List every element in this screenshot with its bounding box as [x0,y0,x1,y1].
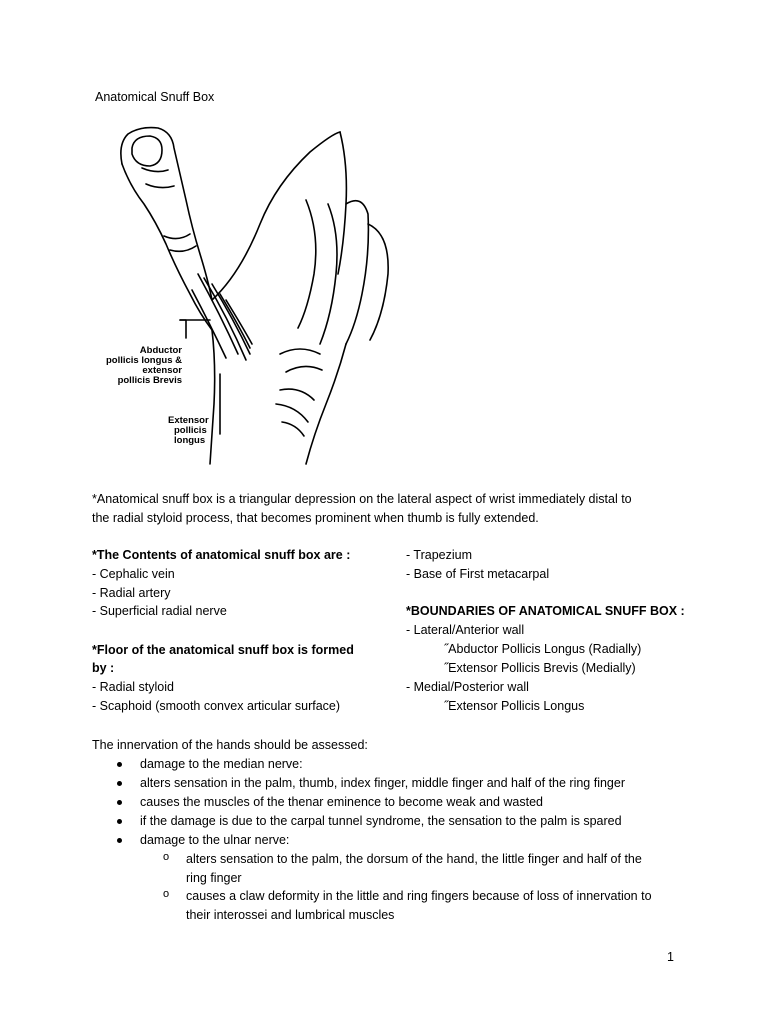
figure-label-line: pollicis longus & [105,355,182,366]
figure-label-extensor-longus [168,416,209,446]
contents-item: - Superficial radial nerve [92,604,227,618]
sub-bullet-item-cont: their interossei and lumbrical muscles [186,908,395,922]
lateral-wall: - Lateral/Anterior wall [406,623,525,637]
bullet-item: if the damage is due to the carpal tunnel syndrome, the sensation to the palm is spared [140,814,622,828]
figure-label-line: longus [174,435,206,446]
contents-item-right: - Trapezium [406,548,472,562]
bullet-item: damage to the median nerve: [140,757,303,771]
bullet-dot [117,838,122,843]
bullet-item: causes the muscles of the thenar eminence to become weak and wasted [140,795,544,809]
intro-line-1: *Anatomical snuff box is a triangular depression on the lateral aspect of wrist immediately distal to [92,492,632,506]
lateral-wall-item: ˝Extensor Pollicis Brevis (Medially) [444,661,636,675]
hand-illustration [100,104,410,474]
figure-label-line: Extensor [168,415,209,426]
bullet-item: alters sensation in the palm, thumb, index finger, middle finger and half of the ring finger [140,776,626,790]
bullet-dot [117,819,122,824]
boundaries-heading: *BOUNDARIES OF ANATOMICAL SNUFF BOX : [406,604,685,618]
bullet-dot [117,781,122,786]
contents-heading: *The Contents of anatomical snuff box are : [92,548,351,562]
floor-heading: *Floor of the anatomical snuff box is formed [92,643,354,657]
contents-item: - Radial artery [92,586,171,600]
figure-label-line: Abductor [139,345,182,356]
bullet-dot [117,762,122,767]
lateral-wall-item: ˝Abductor Pollicis Longus (Radially) [444,642,642,656]
floor-item: - Radial styloid [92,680,174,694]
medial-wall: - Medial/Posterior wall [406,680,529,694]
figure-label-line: pollicis Brevis [117,375,182,386]
contents-item: - Cephalic vein [92,567,175,581]
intro-line-2: the radial styloid process, that becomes prominent when thumb is fully extended. [92,511,539,525]
floor-item: - Scaphoid (smooth convex articular surface) [92,699,341,713]
contents-item-right: - Base of First metacarpal [406,567,550,581]
innervation-heading: The innervation of the hands should be assessed: [92,738,368,752]
sub-bullet-item: alters sensation to the palm, the dorsum of the hand, the little finger and half of the [186,852,642,866]
page-number: 1 [667,950,674,964]
figure-label-abductor [102,346,182,386]
hand-drawing [100,104,410,474]
medial-wall-item: ˝Extensor Pollicis Longus [444,699,585,713]
page-title: Anatomical Snuff Box [95,90,215,104]
sub-bullet-marker: o [163,888,170,900]
sub-bullet-marker: o [163,851,170,863]
floor-heading-cont: by : [92,661,115,675]
sub-bullet-item-cont: ring finger [186,871,242,885]
sub-bullet-item: causes a claw deformity in the little and ring fingers because of loss of innervation to [186,889,652,903]
figure-label-line: extensor [142,365,182,376]
bullet-item: damage to the ulnar nerve: [140,833,290,847]
figure-label-line: pollicis [174,425,207,436]
bullet-dot [117,800,122,805]
